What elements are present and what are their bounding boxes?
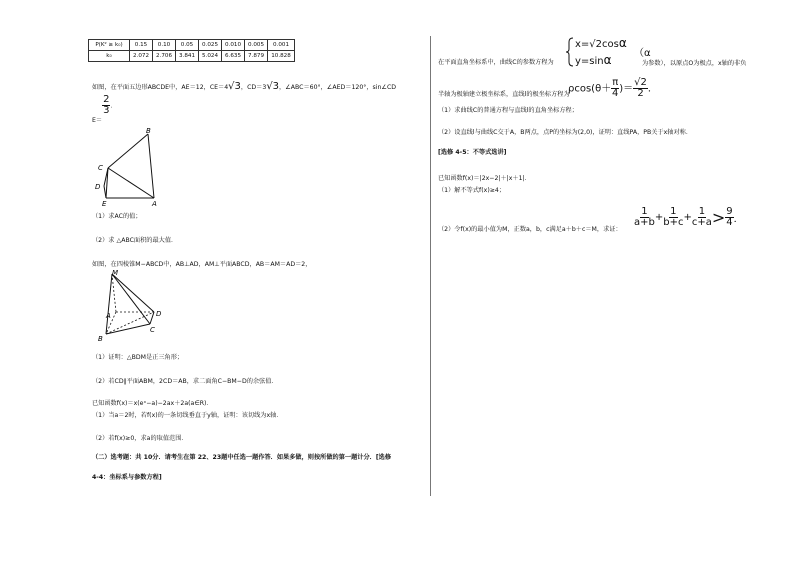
table-cell: 5.024	[199, 51, 222, 62]
table-cell: 0.025	[199, 40, 222, 51]
denominator: 4	[612, 88, 619, 99]
table-cell: k₀	[89, 51, 130, 62]
fraction	[725, 207, 733, 228]
numerator: 1	[698, 206, 706, 217]
e-label: E＝	[92, 116, 103, 124]
table-cell: 0.10	[153, 40, 176, 51]
numerator: 1	[641, 206, 648, 217]
q19-part2: （2）若f(x)≥0，求a的取值范围．	[92, 435, 188, 442]
table-row	[89, 40, 295, 51]
q22-part1: （1）求曲线C的普通方程与直线l的直角坐标方程；	[438, 107, 578, 114]
q17-text-b: ，CD＝3	[240, 84, 267, 91]
table-cell: 0.010	[222, 40, 245, 51]
q18-part1: （1）证明：△BDM是正三角形；	[92, 354, 184, 361]
fraction	[663, 207, 683, 228]
fraction	[634, 207, 655, 228]
polar-equation	[568, 78, 658, 99]
q22-intro: 在平面直角坐标系中，曲线C的参数方程为	[438, 59, 554, 66]
q17-part2: （2）求 △ABC面积的最大值．	[92, 237, 178, 244]
radical: √3	[266, 81, 280, 92]
param-x-text: x=√2cos	[575, 39, 619, 50]
q22-part2: （2）设直线l与曲线C交于A，B两点，点P的坐标为(2,0)，证明：直线PA，PB关于x轴对称．	[438, 129, 693, 136]
label-M: M	[112, 269, 119, 277]
fraction	[692, 207, 712, 228]
label-D: D	[95, 183, 101, 191]
table-cell: 3.841	[176, 51, 199, 62]
radical: √3	[228, 81, 241, 92]
label-E: E	[102, 200, 107, 208]
label-C: C	[150, 326, 155, 334]
period: ．	[733, 214, 744, 225]
denominator: c+a	[691, 217, 712, 228]
inequality	[634, 207, 744, 228]
numerator: √2	[634, 77, 647, 88]
section-heading-line2: 4-4：坐标系与参数方程]	[92, 474, 162, 481]
q22-line2: 半轴为极轴建立极坐标系，直线l的极坐标方程为	[438, 91, 570, 98]
label-C: C	[98, 164, 103, 172]
period: ．	[647, 83, 658, 95]
greater-than: >	[711, 208, 726, 227]
plus-sign: +	[654, 212, 664, 223]
alpha-paren: （α	[634, 48, 651, 59]
pentagon-figure	[88, 128, 168, 208]
q18-part2: （2）若CD∥平面ABM，2CD＝AB，求二面角C−BM−D的余弦值．	[92, 378, 278, 385]
column-divider	[430, 36, 431, 496]
table-cell: 0.15	[130, 40, 153, 51]
section2-heading: [选修 4-5：不等式选讲]	[438, 149, 507, 156]
table-cell: 10.828	[268, 51, 295, 62]
table-cell: 2.072	[130, 51, 153, 62]
table-cell: 0.05	[176, 40, 199, 51]
brace-icon	[566, 37, 574, 67]
plus-sign: +	[683, 212, 692, 223]
polar-rho: ρcos(θ＋	[568, 83, 612, 95]
numerator: 9	[726, 206, 733, 217]
denominator: 4	[726, 217, 733, 228]
q23-part1: （1）解不等式f(x)≥4；	[438, 187, 506, 194]
q19-part1: （1）当a＝2时，若f(x)的一条切线垂直于y轴，证明：该切线为x轴．	[92, 412, 283, 419]
alpha-symbol: α	[603, 53, 612, 67]
table-cell: 0.001	[268, 40, 295, 51]
probability-table	[88, 39, 295, 62]
fraction	[633, 78, 648, 99]
denominator: b+c	[663, 217, 684, 228]
q17-text-a: 如图，在平面五边形ABCDE中，AE＝12，CE＝4	[92, 84, 229, 91]
q18-text: 如图，在四棱锥M−ABCD中，AB⊥AD，AM⊥平面ABCD，AB＝AM＝AD＝2，	[92, 261, 312, 268]
table-cell: P(K² ≥ k₀)	[89, 40, 130, 51]
section-heading: （二）选考题：共 10分．请考生在第 22、23题中任选一题作答．如果多做，则按所做的第一题计分．[选修	[92, 454, 392, 461]
q23-part2: （2）令f(x)的最小值为M，正数a，b，c满足a＋b＋c＝M，求证：	[438, 226, 622, 233]
label-A: A	[152, 200, 157, 208]
alpha-symbol: α	[618, 36, 627, 50]
label-A: A	[106, 312, 111, 320]
q17-e-line	[92, 94, 117, 124]
denominator: 2	[637, 88, 644, 99]
pyramid-figure	[96, 268, 176, 348]
q17-part1: （1）求AC的值；	[92, 213, 142, 220]
table-cell: 7.879	[245, 51, 268, 62]
denominator: 3	[103, 105, 110, 116]
param-eq-y	[575, 53, 612, 67]
denominator: a+b	[634, 217, 655, 228]
period: ．	[110, 102, 117, 110]
param-y-text: y=sin	[575, 56, 604, 67]
q17-text-c: ，∠ABC＝60°，∠AED＝120°，sin∠CD	[279, 84, 397, 91]
numerator: π	[612, 77, 619, 88]
label-B: B	[98, 335, 103, 343]
numerator: 2	[103, 94, 110, 105]
table-row	[89, 51, 295, 62]
q17-text	[92, 81, 396, 92]
label-D: D	[156, 310, 162, 318]
q22-param-note: 为参数），以原点O为极点，x轴的非负	[642, 60, 747, 67]
label-B: B	[146, 128, 151, 135]
table-cell: 6.635	[222, 51, 245, 62]
table-cell: 0.005	[245, 40, 268, 51]
numerator: 1	[670, 206, 677, 217]
param-eq-x	[575, 36, 627, 50]
polar-close: )＝	[619, 83, 634, 95]
q23-text: 已知函数f(x)＝|2x−2|＋|x＋1|．	[438, 175, 531, 182]
table-cell: 2.706	[153, 51, 176, 62]
q19-text: 已知函数f(x)＝x(eˣ−a)−2ax＋2a(a∈R)．	[92, 400, 213, 407]
